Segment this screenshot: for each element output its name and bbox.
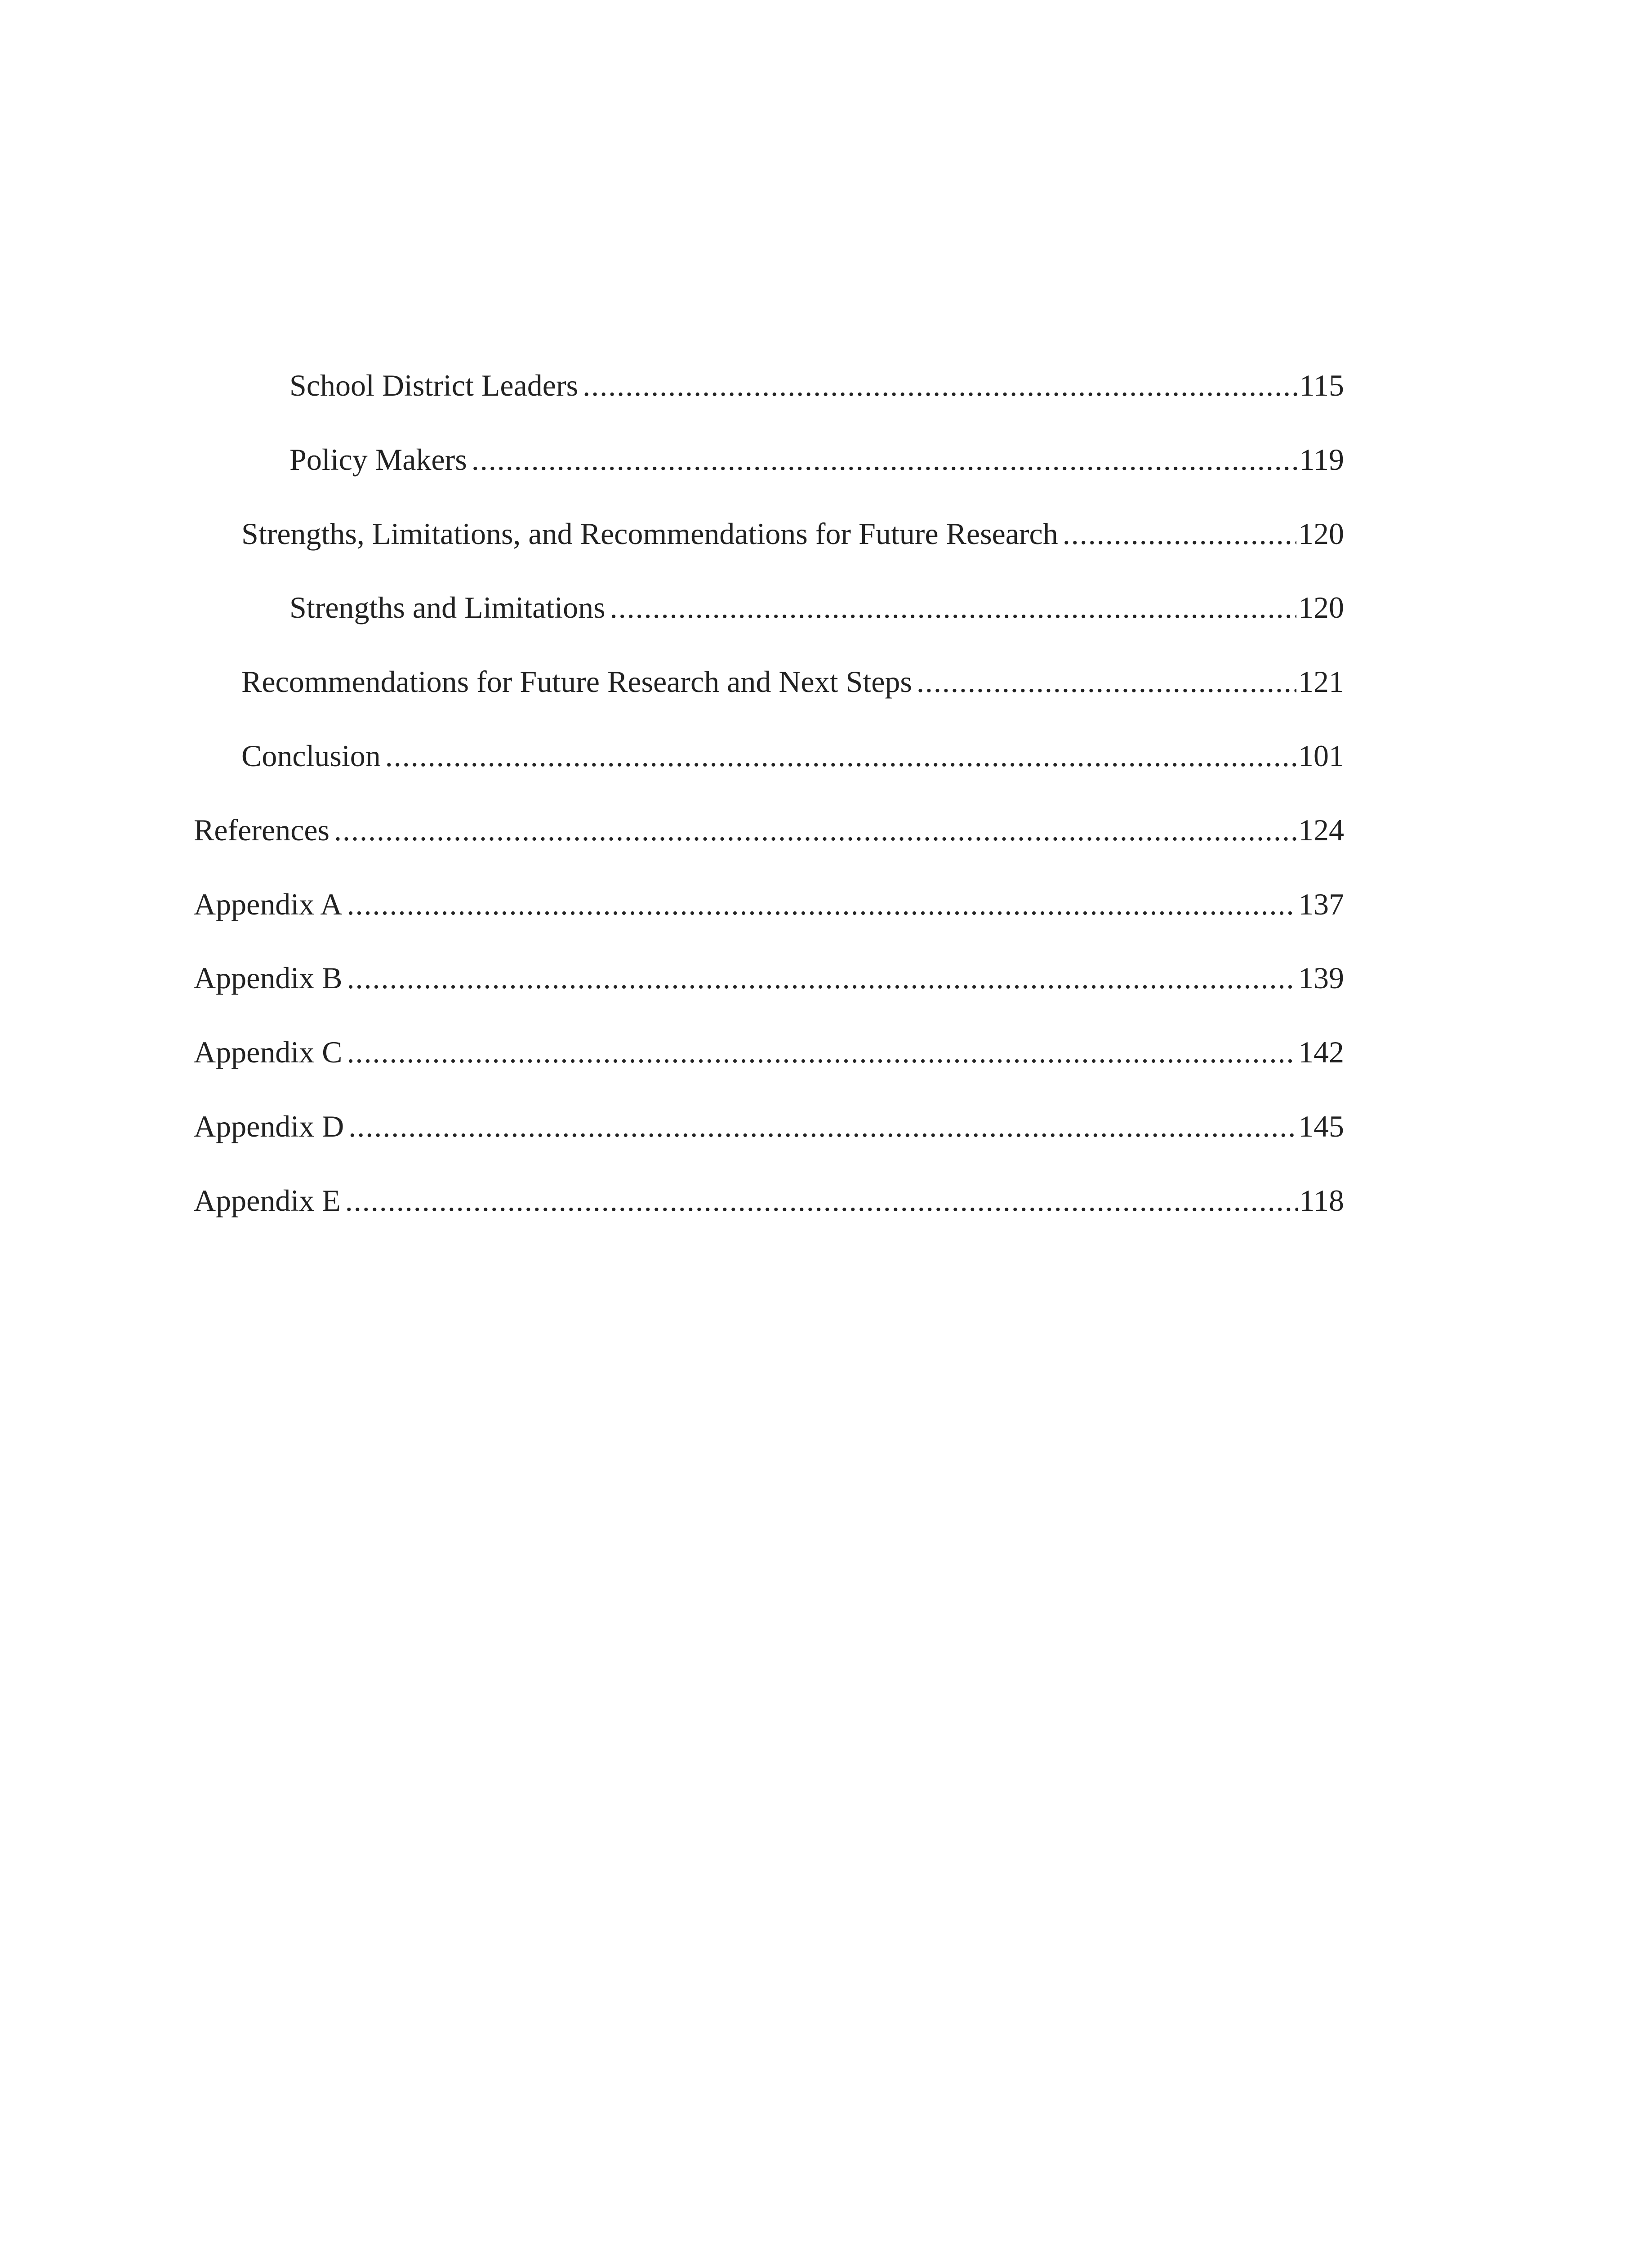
toc-entry-title: Appendix E — [194, 1183, 341, 1218]
toc-entry-title: Appendix B — [194, 961, 343, 995]
toc-dot-leader — [583, 365, 1297, 406]
toc-entry-appendix-b — [194, 958, 1344, 998]
toc-entry-title: Appendix C — [194, 1035, 343, 1069]
toc-entry-title: Conclusion — [241, 739, 381, 773]
toc-dot-leader — [347, 884, 1296, 924]
toc-page-number: 119 — [1299, 442, 1344, 477]
toc-dot-leader — [610, 587, 1296, 628]
toc-page-number: 124 — [1298, 813, 1344, 847]
toc-entry-title: Strengths and Limitations — [289, 590, 606, 624]
toc-page-number: 118 — [1299, 1183, 1344, 1218]
toc-entry-title: Recommendations for Future Research and Next Steps — [241, 665, 912, 699]
toc-page-number: 115 — [1299, 368, 1344, 402]
toc-entry-appendix-d — [194, 1106, 1344, 1146]
toc-page-number: 142 — [1298, 1035, 1344, 1069]
toc-entry-strengths-and-limitations — [289, 587, 1344, 628]
toc-entry-title: Appendix D — [194, 1109, 344, 1143]
toc-dot-leader — [385, 736, 1296, 776]
toc-entry-conclusion — [241, 736, 1344, 776]
toc-entry-appendix-c — [194, 1032, 1344, 1072]
toc-page-number: 137 — [1298, 887, 1344, 921]
toc-page-number: 120 — [1298, 590, 1344, 624]
toc-entry-references — [194, 810, 1344, 850]
toc-dot-leader — [334, 810, 1296, 850]
toc-dot-leader — [472, 439, 1298, 480]
toc-page-number: 139 — [1298, 961, 1344, 995]
toc-entry-title: References — [194, 813, 330, 847]
toc-page-number: 145 — [1298, 1109, 1344, 1143]
toc-entry-appendix-a — [194, 884, 1344, 924]
toc-entry-recommendations-future-research — [241, 661, 1344, 702]
toc-dot-leader — [345, 1180, 1298, 1221]
toc-entry-title: Policy Makers — [289, 442, 467, 477]
toc-dot-leader — [347, 1032, 1296, 1072]
toc-dot-leader — [347, 958, 1296, 998]
toc-entry-school-district-leaders — [289, 365, 1344, 406]
toc-page-number: 120 — [1298, 517, 1344, 551]
toc-entry-title: Appendix A — [194, 887, 343, 921]
toc-dot-leader — [348, 1106, 1296, 1146]
toc-entry-title: Strengths, Limitations, and Recommendations for Future Research — [241, 517, 1058, 551]
toc-page-number: 101 — [1298, 739, 1344, 773]
toc-entry-title: School District Leaders — [289, 368, 579, 402]
toc-entry-strengths-limitations-recommendations — [241, 513, 1344, 554]
toc-dot-leader — [917, 661, 1296, 702]
toc-page-number: 121 — [1298, 665, 1344, 699]
toc-dot-leader — [1063, 513, 1296, 554]
toc-entry-appendix-e — [194, 1180, 1344, 1221]
toc-entry-policy-makers — [289, 439, 1344, 480]
